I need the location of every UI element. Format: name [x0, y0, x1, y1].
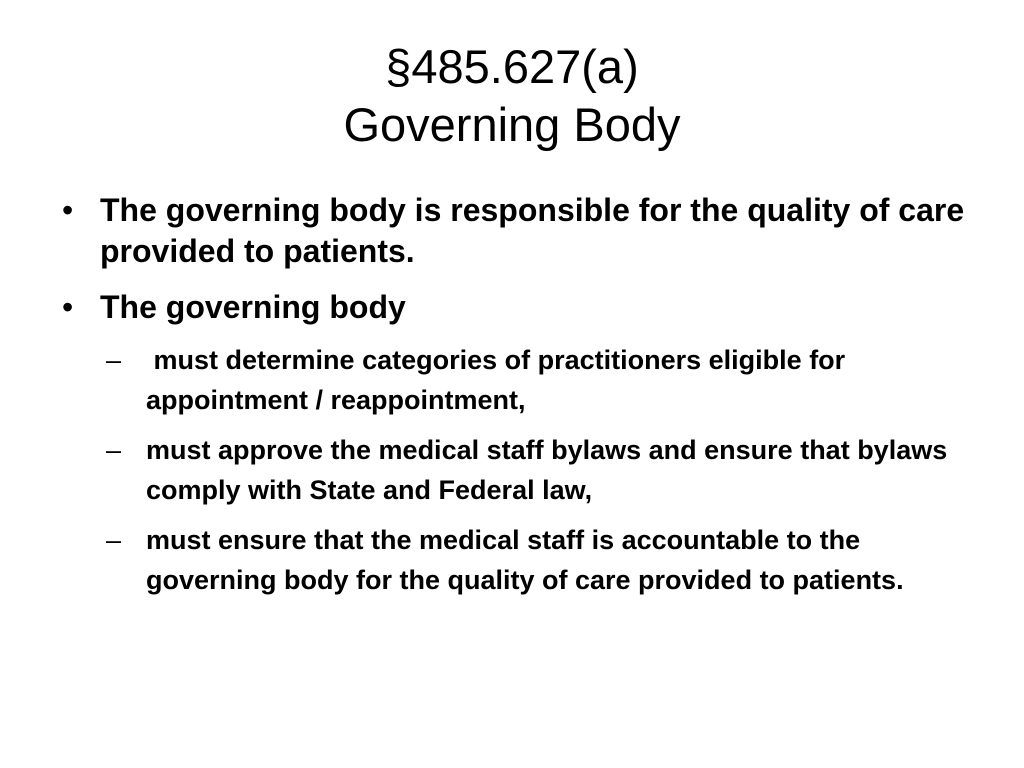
sub-bullet-item	[106, 340, 988, 420]
bullet-text: The governing body	[100, 289, 406, 325]
bullet-dot-icon: •	[62, 289, 74, 325]
sub-bullet-text: must determine categories of practitioners eligible for appointment / reappointment,	[146, 345, 853, 415]
bullet-item	[58, 190, 988, 272]
sub-bullet-item	[106, 520, 988, 600]
bullet-text: The governing body is responsible for the quality of care provided to patients.	[100, 192, 965, 269]
title-heading: Governing Body	[343, 98, 681, 151]
sub-bullet-list	[106, 340, 988, 600]
dash-icon: –	[106, 345, 122, 375]
dash-icon: –	[106, 435, 122, 465]
slide-title	[0, 38, 1024, 154]
bullet-item	[58, 287, 988, 328]
bullet-dot-icon: •	[62, 192, 74, 228]
slide-body	[58, 190, 988, 610]
sub-bullet-text: must approve the medical staff bylaws and ensure that bylaws comply with State and Federal law,	[146, 435, 948, 505]
dash-icon: –	[106, 525, 122, 555]
title-section-number: §485.627(a)	[385, 40, 639, 93]
sub-bullet-item	[106, 430, 988, 510]
sub-bullet-text: must ensure that the medical staff is accountable to the governing body for the quality of care provided to patients.	[146, 525, 904, 595]
